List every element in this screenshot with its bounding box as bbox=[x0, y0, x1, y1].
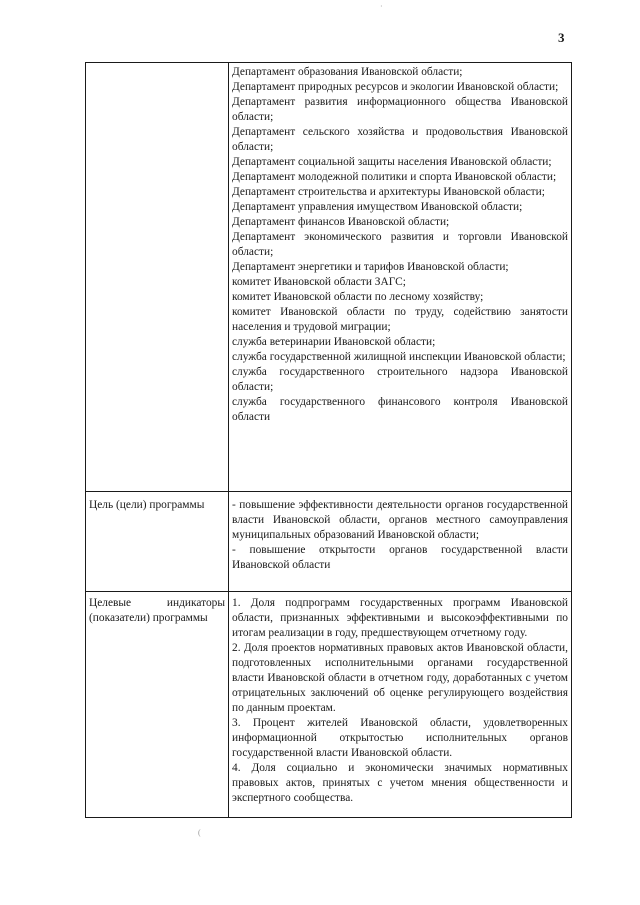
department-item: Департамент социальной защиты населения Ивановской области; bbox=[232, 156, 552, 168]
department-item: Департамент энергетики и тарифов Ивановской области; bbox=[232, 261, 509, 273]
department-item: Департамент финансов Ивановской области; bbox=[232, 216, 450, 228]
department-item: Департамент развития информационного общества Ивановской области; bbox=[232, 96, 568, 123]
goals-label: Цель (цели) программы bbox=[86, 492, 229, 592]
indicators-label-line2: (показатели) программы bbox=[89, 612, 208, 624]
goal-item: - повышение открытости органов государственной власти Ивановской области bbox=[232, 544, 568, 571]
department-item: Департамент молодежной политики и спорта Ивановской области; bbox=[232, 171, 557, 183]
department-item: служба государственной жилищной инспекции Ивановской области; bbox=[232, 351, 566, 363]
table-row-departments bbox=[86, 63, 572, 492]
department-item: Департамент образования Ивановской области; bbox=[232, 66, 463, 78]
department-item: служба ветеринарии Ивановской области; bbox=[232, 336, 436, 348]
table-row-goals bbox=[86, 492, 572, 592]
department-item: Департамент строительства и архитектуры Ивановской области; bbox=[232, 186, 545, 198]
department-item: Департамент экономического развития и торговли Ивановской области; bbox=[232, 231, 568, 258]
department-item: комитет Ивановской области ЗАГС; bbox=[232, 276, 406, 288]
program-passport-table bbox=[85, 62, 572, 818]
departments-list-cell bbox=[229, 63, 572, 492]
department-item: служба государственного строительного надзора Ивановской области; bbox=[232, 366, 568, 393]
departments-label-cell bbox=[86, 63, 229, 492]
indicator-item: 2. Доля проектов нормативных правовых актов Ивановской области, подготовленных исполнительными органами государственной власти Ивановской области в отчетном году, доработанных с учетом отрицательных заключений об оценке регулирующего воздействия по данным проектам. bbox=[232, 642, 568, 714]
indicators-label-line1: Целевые индикаторы bbox=[89, 597, 225, 609]
scan-speck: · bbox=[380, 2, 383, 11]
department-item: Департамент природных ресурсов и экологии Ивановской области; bbox=[232, 81, 559, 93]
indicator-item: 1. Доля подпрограмм государственных программ Ивановской области, признанных эффективными и высокоэффективными по итогам реализации в году, предшествующем отчетному году. bbox=[232, 597, 568, 639]
department-item: служба государственного финансового контроля Ивановской области bbox=[232, 396, 568, 423]
indicators-label-cell bbox=[86, 592, 229, 818]
indicators-content-cell bbox=[229, 592, 572, 818]
indicator-item: 3. Процент жителей Ивановской области, удовлетворенных информационной открытостью исполнительных органов государственной власти Ивановской области. bbox=[232, 717, 568, 759]
department-item: комитет Ивановской области по труду, содействию занятости населения и трудовой миграции; bbox=[232, 306, 568, 333]
department-item: комитет Ивановской области по лесному хозяйству; bbox=[232, 291, 484, 303]
page-number: 3 bbox=[558, 30, 565, 45]
indicator-item: 4. Доля социально и экономически значимых нормативных правовых актов, принятых с учетом мнения общественности и экспертного сообщества. bbox=[232, 762, 568, 804]
department-item: Департамент управления имуществом Ивановской области; bbox=[232, 201, 523, 213]
goal-item: - повышение эффективности деятельности органов государственной власти Ивановской области, органов местного самоуправления муниципальных образований Ивановской области; bbox=[232, 499, 568, 541]
department-item: Департамент сельского хозяйства и продовольствия Ивановской области; bbox=[232, 126, 568, 153]
goals-content-cell bbox=[229, 492, 572, 592]
scan-speck: ( bbox=[198, 828, 201, 837]
table-row-indicators bbox=[86, 592, 572, 818]
